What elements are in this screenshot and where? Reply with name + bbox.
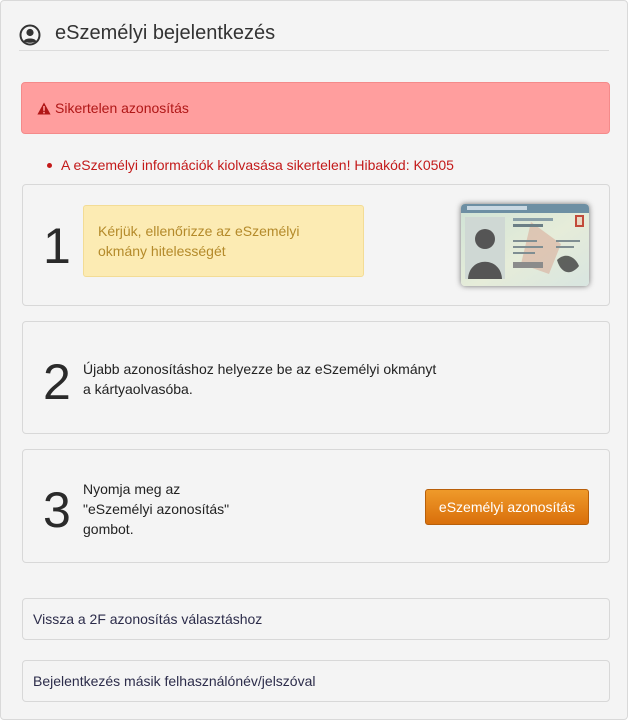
bullet-icon	[47, 163, 52, 168]
error-alert	[21, 82, 610, 134]
text-line: "eSzemélyi azonosítás"	[83, 501, 230, 517]
back-to-2f-link[interactable]: Vissza a 2F azonosítás választáshoz	[22, 598, 610, 640]
other-login-link[interactable]: Bejelentkezés másik felhasználónév/jelszóval	[22, 660, 610, 702]
note-line: okmány hitelességét	[98, 243, 226, 259]
text-line: gombot.	[83, 521, 134, 537]
step-number: 2	[43, 354, 71, 410]
eid-authenticate-button[interactable]: eSzemélyi azonosítás	[425, 489, 589, 525]
text-line: Nyomja meg az	[83, 481, 181, 497]
panel-header	[19, 19, 609, 51]
step-3-text	[83, 479, 263, 539]
page-title: eSzemélyi bejelentkezés	[55, 22, 276, 44]
note-line: Kérjük, ellenőrizze az eSzemélyi	[98, 223, 300, 239]
step-number: 1	[43, 218, 71, 274]
warning-triangle-icon	[37, 102, 51, 115]
text-line: Újabb azonosításhoz helyezze be az eSzemélyi okmányt	[83, 361, 437, 377]
text-line: a kártyaolvasóba.	[83, 381, 193, 397]
error-message	[47, 157, 454, 173]
alert-text: Sikertelen azonosítás	[55, 100, 189, 116]
verify-note	[83, 205, 364, 277]
error-text: A eSzemélyi információk kiolvasása sikertelen! Hibakód: K0505	[61, 157, 454, 173]
user-circle-icon	[19, 24, 41, 46]
step-3	[22, 449, 610, 563]
id-card-icon	[461, 204, 589, 286]
step-1	[22, 184, 610, 306]
step-2-text	[83, 359, 463, 399]
step-2	[22, 321, 610, 434]
step-number: 3	[43, 482, 71, 538]
